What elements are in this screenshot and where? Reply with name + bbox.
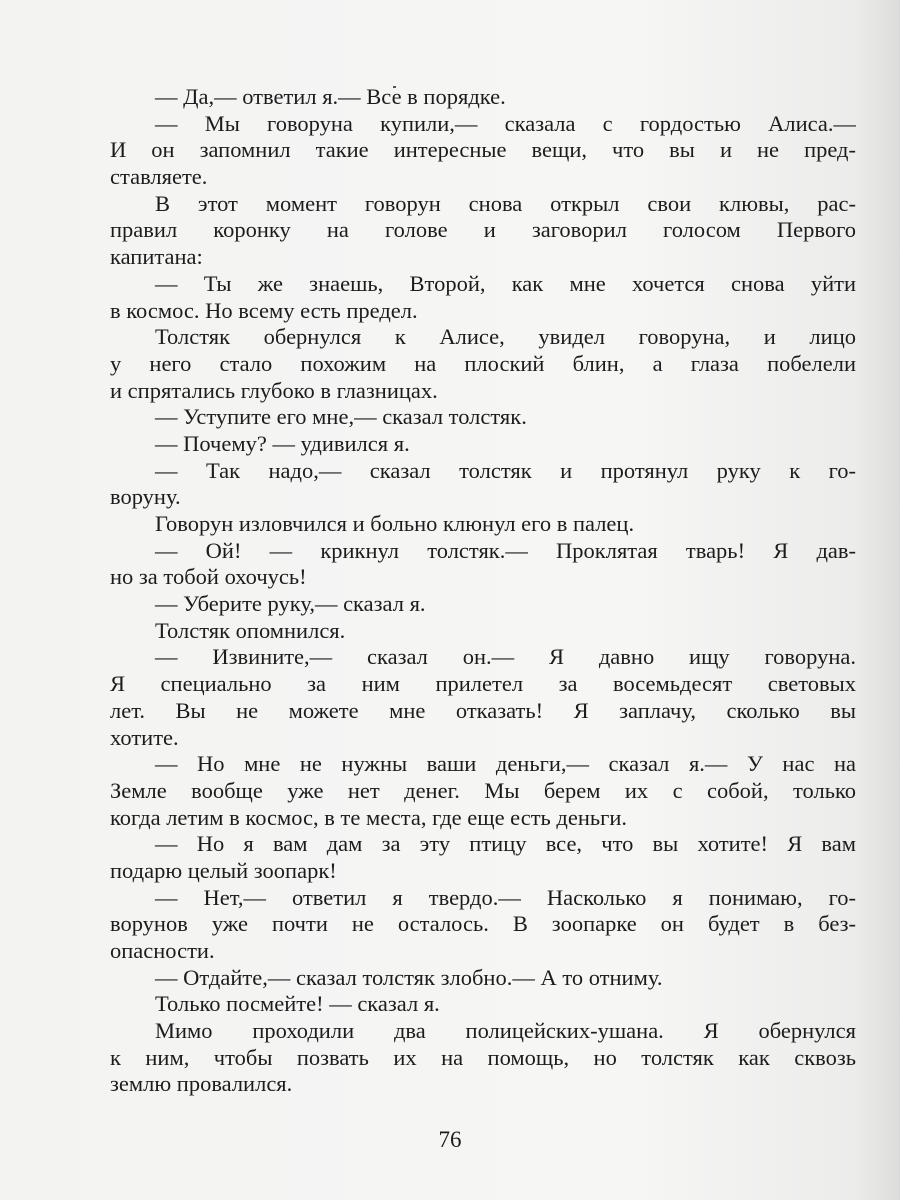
text-line: в космос. Но всему есть предел. — [110, 297, 418, 323]
text-line: — Ты же знаешь, Второй, как мне хочется снова уйти — [155, 270, 856, 296]
text-line: ставляете. — [110, 164, 208, 190]
text-line: — Но я вам дам за эту птицу все, что вы хотите! Я вам — [155, 831, 856, 857]
text-line: воруну. — [110, 484, 181, 510]
text-line: Я специально за ним прилетел за восемьдесят световых — [110, 671, 856, 697]
text-line: В этот момент говорун снова открыл свои клювы, рас- — [155, 190, 856, 216]
text-line: правил коронку на голове и заговорил голосом Первого — [110, 217, 856, 243]
text-line: капитана: — [110, 244, 203, 270]
text-line: лет. Вы не можете мне отказать! Я заплачу, сколько вы — [110, 697, 856, 723]
text-line: у него стало похожим на плоский блин, а глаза побелели — [110, 350, 856, 376]
text-line: — Уберите руку,— сказал я. — [155, 591, 426, 617]
text-line: когда летим в космос, в те места, где еще есть деньги. — [110, 804, 628, 830]
text-line: Толстяк опомнился. — [155, 617, 346, 643]
text-line: подарю целый зоопарк! — [110, 857, 337, 883]
text-line: — Ой! — крикнул толстяк.— Проклятая тварь! Я дав- — [155, 537, 856, 563]
text-line: — Нет,— ответил я твердо.— Насколько я понимаю, го- — [155, 884, 856, 910]
text-line: — Отдайте,— сказал толстяк злобно.— А то отниму. — [155, 964, 663, 990]
text-line: — Так надо,— сказал толстяк и протянул руку к го- — [155, 457, 856, 483]
text-line: — Почему? — удивился я. — [155, 430, 410, 456]
text-line: хотите. — [110, 724, 179, 750]
text-line: — Извините,— сказал он.— Я давно ищу говоруна. — [155, 644, 856, 670]
text-line: опасности. — [110, 938, 215, 963]
text-line: но за тобой охочусь! — [110, 564, 307, 590]
text-line: Мимо проходили два полицейских-ушана. Я обернулся — [155, 1018, 856, 1044]
text-line: Земле вообще уже нет денег. Мы берем их с собой, только — [110, 777, 856, 803]
text-line: и спрятались глубоко в глазницах. — [110, 377, 438, 403]
text-line: Только посмейте! — сказал я. — [155, 991, 440, 1017]
text-line: — Да,— ответил я.— Все в порядке. — [155, 84, 506, 109]
page-number: 76 — [438, 1127, 462, 1152]
text-line: И он запомнил такие интересные вещи, что вы и не пред- — [110, 137, 856, 163]
page-text — [110, 84, 856, 1098]
text-line: Говорун изловчился и больно клюнул его в палец. — [155, 511, 635, 536]
text-line: землю провалился. — [110, 1071, 293, 1097]
text-line: Толстяк обернулся к Алисе, увидел говоруна, и лицо — [155, 324, 856, 350]
text-line: — Уступите его мне,— сказал толстяк. — [155, 404, 527, 430]
text-line: ворунов уже почти не осталось. В зоопарке он будет в без- — [110, 911, 856, 937]
text-line: к ним, чтобы позвать их на помощь, но толстяк как сквозь — [110, 1044, 856, 1070]
text-line: — Но мне не нужны ваши деньги,— сказал я.— У нас на — [155, 751, 856, 777]
text-line: — Мы говоруна купили,— сказала с гордостью Алиса.— — [155, 110, 856, 136]
